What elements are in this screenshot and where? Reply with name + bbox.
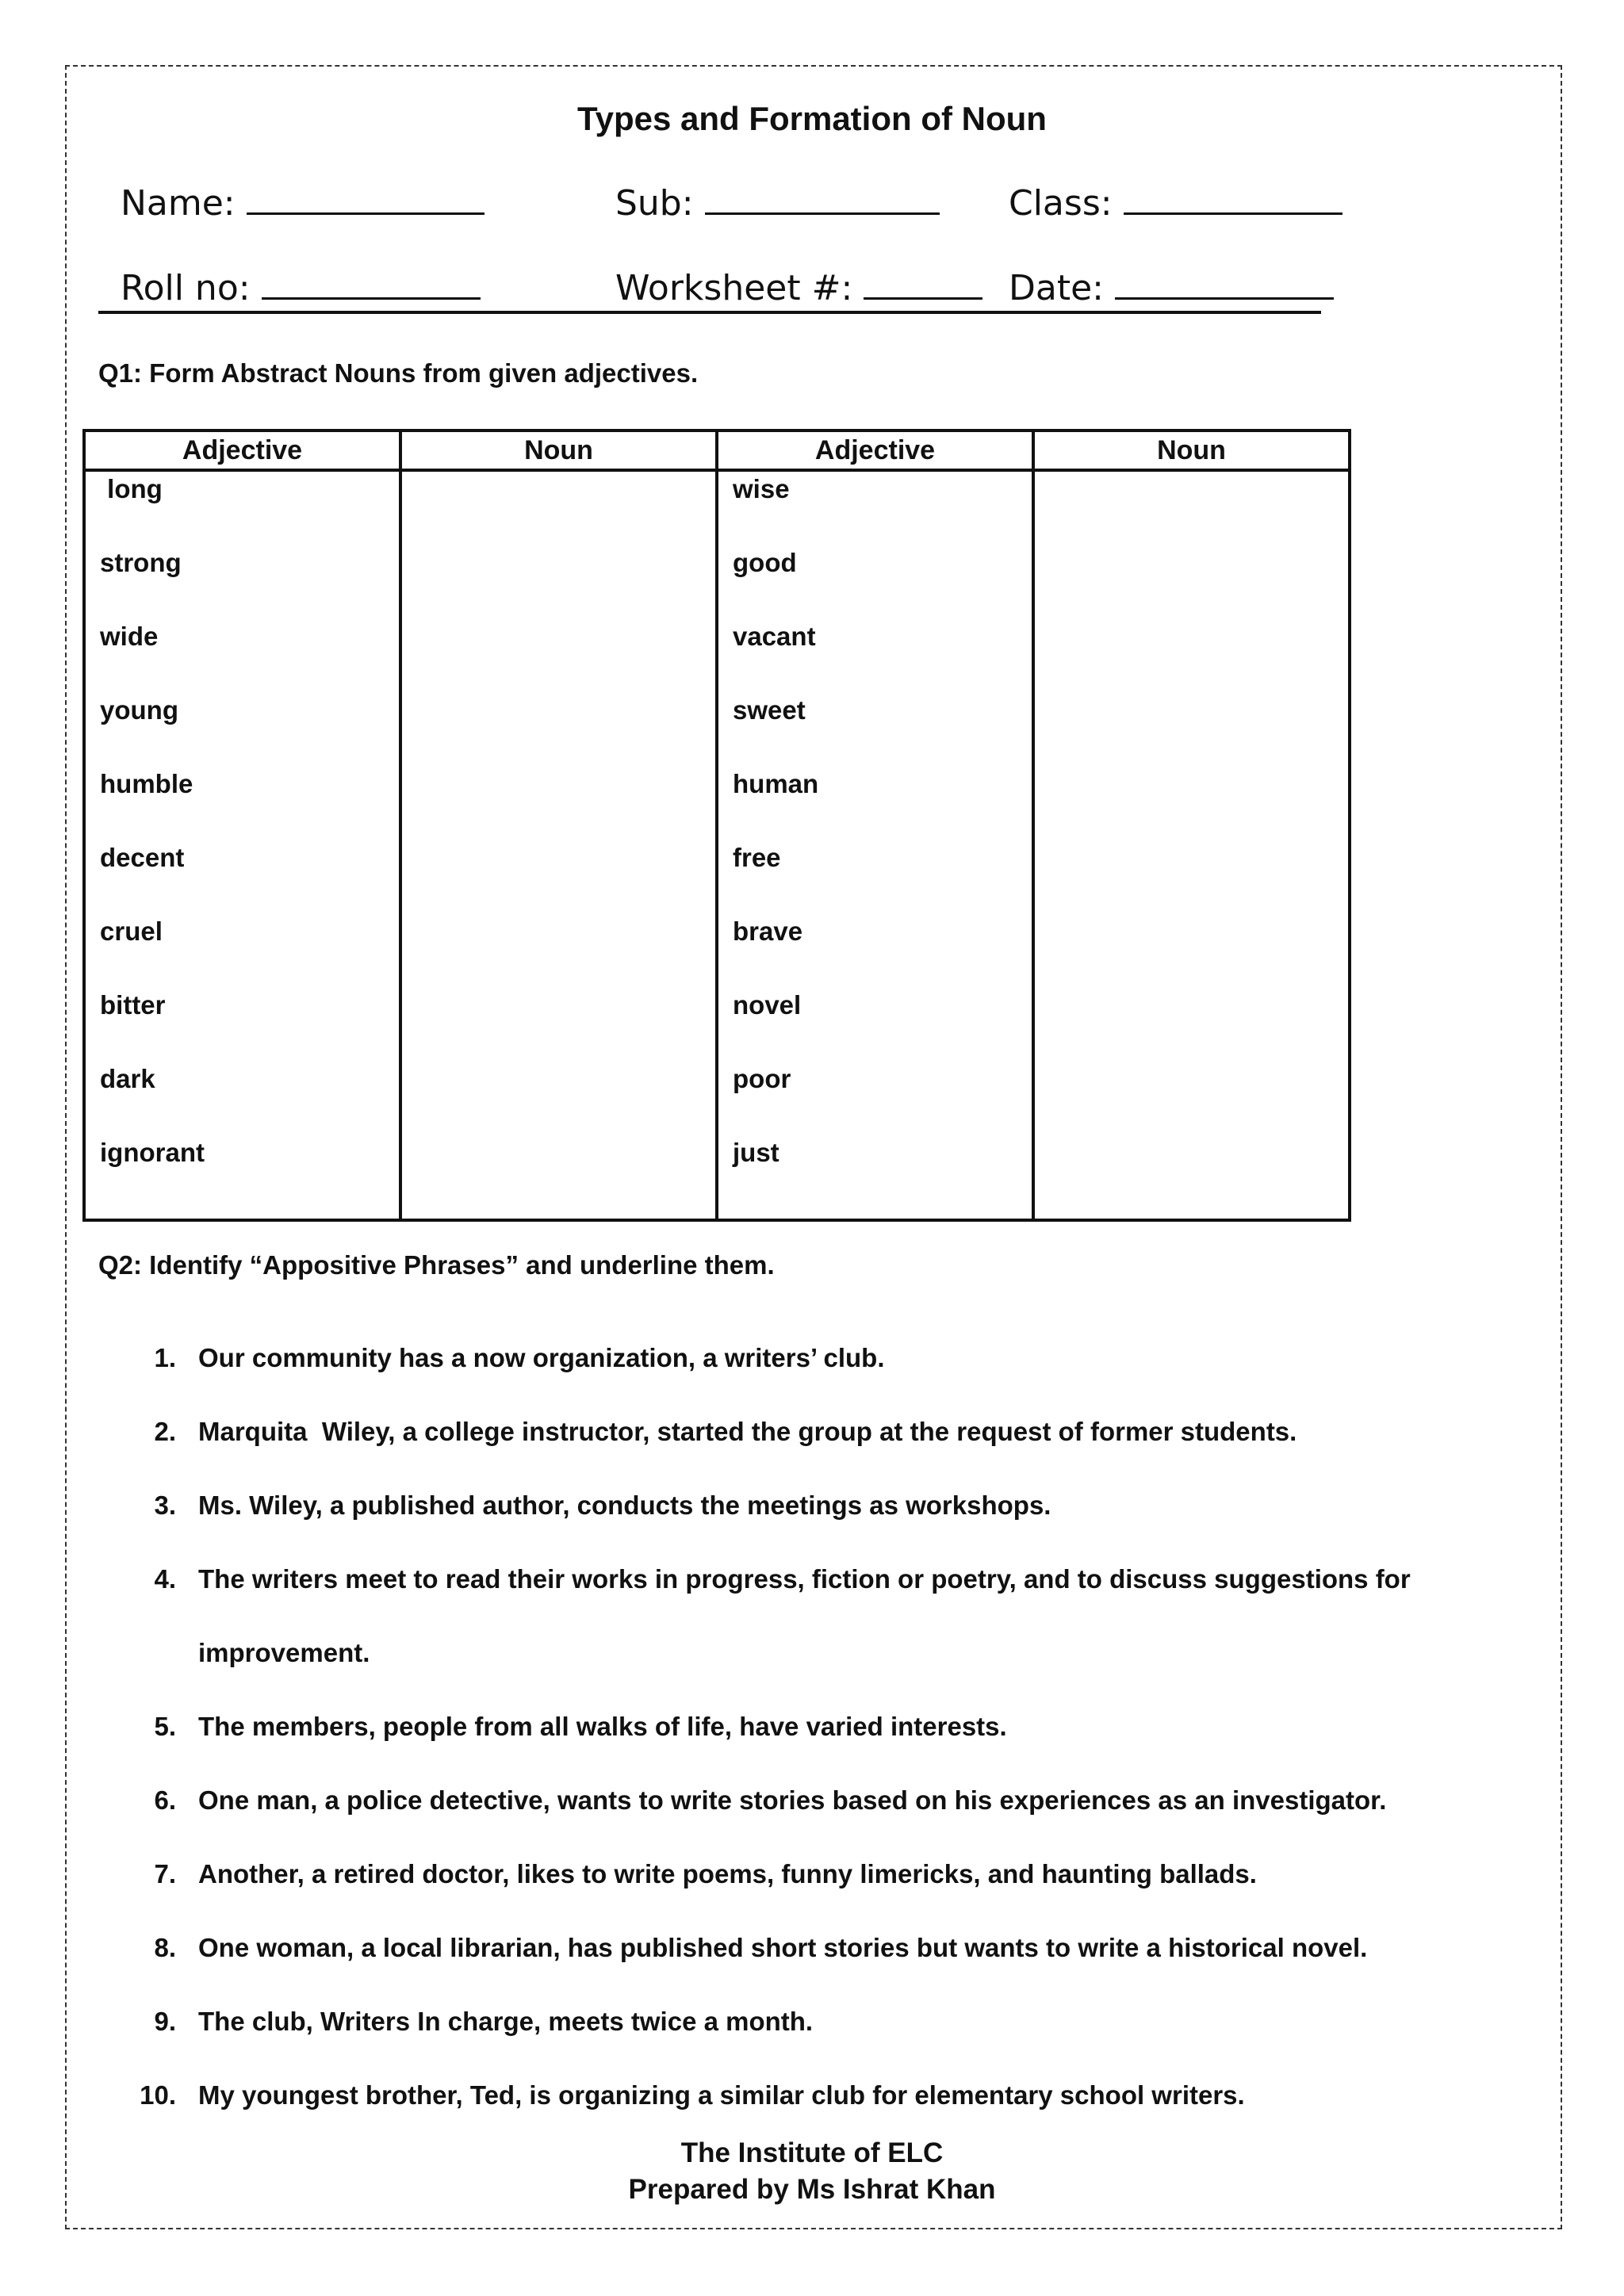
footer-prepared-by: Prepared by Ms Ishrat Khan — [628, 2174, 996, 2205]
subject-field — [593, 143, 940, 224]
sentence-text[interactable]: The club, Writers In charge, meets twice a month. — [198, 2007, 814, 2036]
sentence-text[interactable]: My youngest brother, Ted, is organizing a similar club for elementary school writers. — [198, 2080, 1245, 2110]
noun-answer-cell[interactable] — [400, 470, 717, 545]
table-row — [84, 470, 1350, 545]
subject-label: Sub: — [615, 183, 694, 224]
item-number: 7. — [154, 1859, 176, 1888]
table-row — [84, 767, 1350, 840]
roll-label: Roll no: — [120, 268, 251, 308]
noun-answer-cell[interactable] — [1033, 545, 1350, 619]
adjective-cell: ignorant — [84, 1135, 400, 1220]
table-row — [84, 619, 1350, 693]
sentence-text[interactable]: The members, people from all walks of life, have varied interests. — [198, 1712, 1007, 1741]
name-label: Name: — [120, 183, 236, 224]
adjective-cell: brave — [717, 914, 1033, 988]
column-header-noun-1: Noun — [400, 430, 717, 470]
adjective-cell: good — [717, 545, 1033, 619]
adjective-cell: poor — [717, 1062, 1033, 1135]
column-header-noun-2: Noun — [1033, 430, 1350, 470]
noun-answer-cell[interactable] — [1033, 988, 1350, 1062]
list-item — [119, 1837, 1467, 1911]
footer-institute: The Institute of ELC — [680, 2137, 944, 2168]
noun-answer-cell[interactable] — [400, 545, 717, 619]
class-blank[interactable] — [1124, 184, 1342, 215]
noun-answer-cell[interactable] — [400, 914, 717, 988]
item-number: 9. — [154, 2007, 176, 2036]
noun-answer-cell[interactable] — [1033, 840, 1350, 914]
list-item — [119, 1468, 1467, 1542]
adjective-cell: bitter — [84, 988, 400, 1062]
adjective-cell: wise — [717, 470, 1033, 545]
roll-field — [98, 228, 481, 308]
adjective-cell: young — [84, 693, 400, 767]
adjective-cell: decent — [84, 840, 400, 914]
noun-answer-cell[interactable] — [1033, 1135, 1350, 1220]
table-row — [84, 840, 1350, 914]
date-blank[interactable] — [1115, 269, 1334, 300]
item-number: 5. — [154, 1712, 176, 1741]
list-item — [119, 1911, 1467, 1984]
item-number: 8. — [154, 1933, 176, 1962]
table-row — [84, 1135, 1350, 1220]
noun-answer-cell[interactable] — [400, 1062, 717, 1135]
adjective-cell: vacant — [717, 619, 1033, 693]
table-header-row — [84, 430, 1350, 470]
sentence-text[interactable]: Another, a retired doctor, likes to write poems, funny limericks, and haunting ballads. — [198, 1859, 1257, 1888]
sentence-text[interactable]: One woman, a local librarian, has published short stories but wants to write a historical novel. — [198, 1933, 1368, 1962]
roll-blank[interactable] — [262, 269, 481, 300]
appositive-sentence-list — [119, 1321, 1467, 2132]
item-number: 4. — [154, 1564, 176, 1594]
column-header-adjective-2: Adjective — [717, 430, 1033, 470]
item-number: 3. — [154, 1490, 176, 1520]
date-field — [986, 228, 1334, 308]
table-row — [84, 1062, 1350, 1135]
class-label: Class: — [1008, 183, 1113, 224]
list-item — [119, 2058, 1467, 2132]
table-row — [84, 988, 1350, 1062]
name-blank[interactable] — [247, 184, 485, 215]
worksheet-number-label: Worksheet #: — [615, 268, 853, 308]
list-item — [119, 1395, 1467, 1468]
item-number: 2. — [154, 1417, 176, 1446]
class-field — [986, 143, 1342, 224]
adjective-cell: long — [84, 470, 400, 545]
adjective-cell: humble — [84, 767, 400, 840]
noun-answer-cell[interactable] — [1033, 619, 1350, 693]
adjective-cell: sweet — [717, 693, 1033, 767]
adjective-cell: strong — [84, 545, 400, 619]
sentence-text[interactable]: One man, a police detective, wants to write stories based on his experiences as an investigator. — [198, 1785, 1387, 1815]
adjective-cell: free — [717, 840, 1033, 914]
date-label: Date: — [1008, 268, 1104, 308]
noun-answer-cell[interactable] — [1033, 470, 1350, 545]
q2-heading: Q2: Identify “Appositive Phrases” and underline them. — [98, 1250, 775, 1280]
noun-answer-cell[interactable] — [400, 693, 717, 767]
adjective-cell: dark — [84, 1062, 400, 1135]
adjective-cell: wide — [84, 619, 400, 693]
list-item — [119, 1984, 1467, 2058]
table-row — [84, 914, 1350, 988]
noun-answer-cell[interactable] — [1033, 767, 1350, 840]
column-header-adjective-1: Adjective — [84, 430, 400, 470]
q1-heading: Q1: Form Abstract Nouns from given adjectives. — [98, 358, 699, 388]
table-row — [84, 693, 1350, 767]
item-number: 1. — [154, 1343, 176, 1372]
list-item — [119, 1689, 1467, 1763]
list-item — [119, 1542, 1467, 1689]
noun-answer-cell[interactable] — [1033, 914, 1350, 988]
noun-answer-cell[interactable] — [400, 767, 717, 840]
table-row — [84, 545, 1350, 619]
worksheet-number-blank[interactable] — [864, 269, 982, 300]
sentence-text[interactable]: Marquita Wiley, a college instructor, started the group at the request of former students. — [198, 1417, 1297, 1446]
item-number: 10. — [140, 2080, 176, 2110]
list-item — [119, 1321, 1467, 1395]
adjective-cell: cruel — [84, 914, 400, 988]
subject-blank[interactable] — [705, 184, 940, 215]
sentence-text[interactable]: Our community has a now organization, a writers’ club. — [198, 1343, 885, 1372]
list-item — [119, 1763, 1467, 1837]
noun-answer-cell[interactable] — [400, 840, 717, 914]
name-field — [98, 143, 485, 224]
sentence-text[interactable]: The writers meet to read their works in progress, fiction or poetry, and to discuss suggestions for improvement. — [198, 1564, 1411, 1667]
noun-answer-cell[interactable] — [1033, 693, 1350, 767]
noun-answer-cell[interactable] — [400, 988, 717, 1062]
noun-answer-cell[interactable] — [1033, 1062, 1350, 1135]
adjective-cell: human — [717, 767, 1033, 840]
header-divider — [98, 311, 1321, 314]
adjective-cell: novel — [717, 988, 1033, 1062]
worksheet-title: Types and Formation of Noun — [577, 100, 1047, 137]
adjective-cell: just — [717, 1135, 1033, 1220]
abstract-nouns-table — [82, 429, 1351, 1222]
noun-answer-cell[interactable] — [400, 619, 717, 693]
item-number: 6. — [154, 1785, 176, 1815]
worksheet-number-field — [593, 228, 982, 308]
sentence-text[interactable]: Ms. Wiley, a published author, conducts the meetings as workshops. — [198, 1490, 1051, 1520]
noun-answer-cell[interactable] — [400, 1135, 717, 1220]
